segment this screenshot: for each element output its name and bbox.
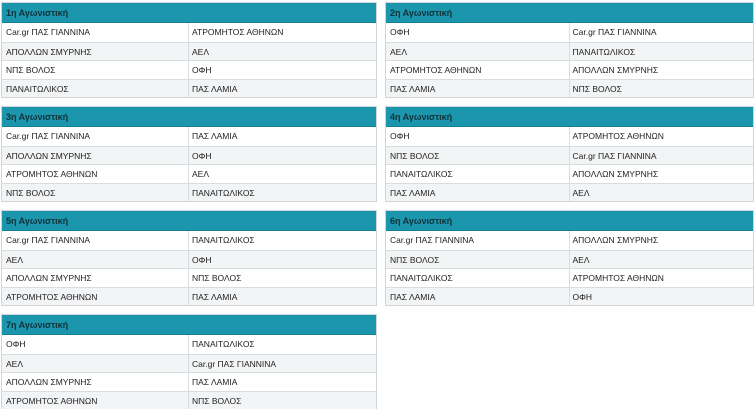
match-row	[2, 268, 376, 287]
match-list	[386, 23, 753, 97]
away-team: ΟΦΗ	[192, 150, 212, 161]
match-list	[2, 231, 376, 305]
match-row	[2, 23, 376, 42]
match-row	[2, 391, 376, 409]
away-team: Car.gr ΠΑΣ ΓΙΑΝΝΙΝΑ	[572, 150, 657, 161]
away-team: ΑΕΛ	[572, 187, 590, 198]
home-team: ΝΠΣ ΒΟΛΟΣ	[386, 251, 570, 269]
away-team: ΠΑΣ ΛΑΜΙΑ	[192, 377, 238, 387]
match-row	[386, 23, 753, 42]
away-team: ΝΠΣ ΒΟΛΟΣ	[192, 395, 242, 406]
match-row	[2, 164, 376, 183]
away-team: ΑΠΟΛΛΩΝ ΣΜΥΡΝΗΣ	[572, 235, 659, 245]
match-row	[386, 231, 753, 250]
match-row	[2, 42, 376, 61]
match-list	[2, 335, 376, 409]
home-team: ΑΤΡΟΜΗΤΟΣ ΑΘΗΝΩΝ	[2, 288, 189, 306]
home-team: ΠΑΣ ΛΑΜΙΑ	[386, 288, 570, 306]
home-team: ΑΤΡΟΜΗΤΟΣ ΑΘΗΝΩΝ	[2, 165, 189, 183]
home-team: ΝΠΣ ΒΟΛΟΣ	[2, 184, 189, 202]
match-row	[386, 287, 753, 306]
away-team: ΟΦΗ	[192, 254, 212, 265]
home-team: Car.gr ΠΑΣ ΓΙΑΝΝΙΝΑ	[2, 231, 189, 250]
away-team: ΑΕΛ	[192, 46, 210, 57]
match-list	[386, 231, 753, 305]
round-table-5	[1, 210, 377, 306]
match-row	[386, 60, 753, 79]
home-team: ΑΠΟΛΛΩΝ ΣΜΥΡΝΗΣ	[2, 147, 189, 165]
round-title: 7η Αγωνιστική	[2, 315, 376, 335]
away-team: ΑΠΟΛΛΩΝ ΣΜΥΡΝΗΣ	[572, 169, 659, 179]
round-table-3	[1, 106, 377, 202]
home-team: ΑΕΛ	[2, 251, 189, 269]
away-team: ΑΤΡΟΜΗΤΟΣ ΑΘΗΝΩΝ	[572, 273, 664, 283]
round-table-7	[1, 314, 377, 409]
home-team: ΟΦΗ	[386, 23, 570, 42]
away-team: ΑΠΟΛΛΩΝ ΣΜΥΡΝΗΣ	[572, 65, 659, 75]
match-row	[2, 231, 376, 250]
away-team: ΝΠΣ ΒΟΛΟΣ	[572, 83, 622, 94]
match-list	[2, 23, 376, 97]
away-team: ΠΑΣ ΛΑΜΙΑ	[192, 83, 238, 94]
home-team: Car.gr ΠΑΣ ΓΙΑΝΝΙΝΑ	[2, 23, 189, 42]
away-team: Car.gr ΠΑΣ ΓΙΑΝΝΙΝΑ	[572, 27, 657, 37]
home-team: ΟΦΗ	[386, 127, 570, 146]
home-team: Car.gr ΠΑΣ ΓΙΑΝΝΙΝΑ	[2, 127, 189, 146]
home-team: ΟΦΗ	[2, 335, 189, 354]
away-team: ΠΑΝΑΙΤΩΛΙΚΟΣ	[572, 46, 636, 57]
match-row	[2, 79, 376, 98]
home-team: ΑΕΛ	[386, 43, 570, 61]
away-team: ΠΑΝΑΙΤΩΛΙΚΟΣ	[192, 187, 255, 198]
match-row	[2, 372, 376, 391]
match-row	[2, 250, 376, 269]
match-row	[386, 79, 753, 98]
away-team: Car.gr ΠΑΣ ΓΙΑΝΝΙΝΑ	[192, 358, 277, 369]
match-row	[386, 42, 753, 61]
home-team: ΑΠΟΛΛΩΝ ΣΜΥΡΝΗΣ	[2, 373, 189, 391]
home-team: ΠΑΝΑΙΤΩΛΙΚΟΣ	[386, 269, 570, 287]
away-team: ΠΑΣ ΛΑΜΙΑ	[192, 131, 238, 141]
round-title: 1η Αγωνιστική	[2, 3, 376, 23]
match-row	[2, 183, 376, 202]
match-row	[2, 146, 376, 165]
match-row	[2, 60, 376, 79]
away-team: ΝΠΣ ΒΟΛΟΣ	[192, 273, 242, 283]
away-team: ΑΤΡΟΜΗΤΟΣ ΑΘΗΝΩΝ	[572, 131, 664, 141]
match-row	[386, 127, 753, 146]
match-list	[386, 127, 753, 201]
match-row	[386, 268, 753, 287]
round-title: 5η Αγωνιστική	[2, 211, 376, 231]
away-team: ΠΑΣ ΛΑΜΙΑ	[192, 291, 238, 302]
match-row	[2, 127, 376, 146]
round-table-6	[385, 210, 754, 306]
round-title: 3η Αγωνιστική	[2, 107, 376, 127]
away-team: ΟΦΗ	[192, 65, 212, 75]
round-title: 2η Αγωνιστική	[386, 3, 753, 23]
round-table-2	[385, 2, 754, 98]
away-team: ΠΑΝΑΙΤΩΛΙΚΟΣ	[192, 339, 255, 349]
home-team: ΠΑΝΑΙΤΩΛΙΚΟΣ	[2, 80, 189, 98]
match-row	[2, 335, 376, 354]
home-team: ΝΠΣ ΒΟΛΟΣ	[386, 147, 570, 165]
home-team: ΠΑΣ ΛΑΜΙΑ	[386, 80, 570, 98]
round-table-4	[385, 106, 754, 202]
match-row	[2, 354, 376, 373]
match-list	[2, 127, 376, 201]
round-title: 4η Αγωνιστική	[386, 107, 753, 127]
home-team: Car.gr ΠΑΣ ΓΙΑΝΝΙΝΑ	[386, 231, 570, 250]
home-team: ΑΤΡΟΜΗΤΟΣ ΑΘΗΝΩΝ	[2, 392, 189, 409]
away-team: ΑΕΛ	[192, 169, 210, 179]
match-row	[386, 250, 753, 269]
home-team: ΠΑΝΑΙΤΩΛΙΚΟΣ	[386, 165, 570, 183]
match-row	[2, 287, 376, 306]
round-title: 6η Αγωνιστική	[386, 211, 753, 231]
home-team: ΑΠΟΛΛΩΝ ΣΜΥΡΝΗΣ	[2, 43, 189, 61]
home-team: ΑΤΡΟΜΗΤΟΣ ΑΘΗΝΩΝ	[386, 61, 570, 79]
match-row	[386, 164, 753, 183]
home-team: ΠΑΣ ΛΑΜΙΑ	[386, 184, 570, 202]
match-row	[386, 146, 753, 165]
match-row	[386, 183, 753, 202]
home-team: ΝΠΣ ΒΟΛΟΣ	[2, 61, 189, 79]
round-table-1	[1, 2, 377, 98]
away-team: ΑΤΡΟΜΗΤΟΣ ΑΘΗΝΩΝ	[192, 27, 284, 37]
away-team: ΠΑΝΑΙΤΩΛΙΚΟΣ	[192, 235, 255, 245]
away-team: ΟΦΗ	[572, 291, 593, 302]
home-team: ΑΕΛ	[2, 355, 189, 373]
away-team: ΑΕΛ	[572, 254, 590, 265]
home-team: ΑΠΟΛΛΩΝ ΣΜΥΡΝΗΣ	[2, 269, 189, 287]
